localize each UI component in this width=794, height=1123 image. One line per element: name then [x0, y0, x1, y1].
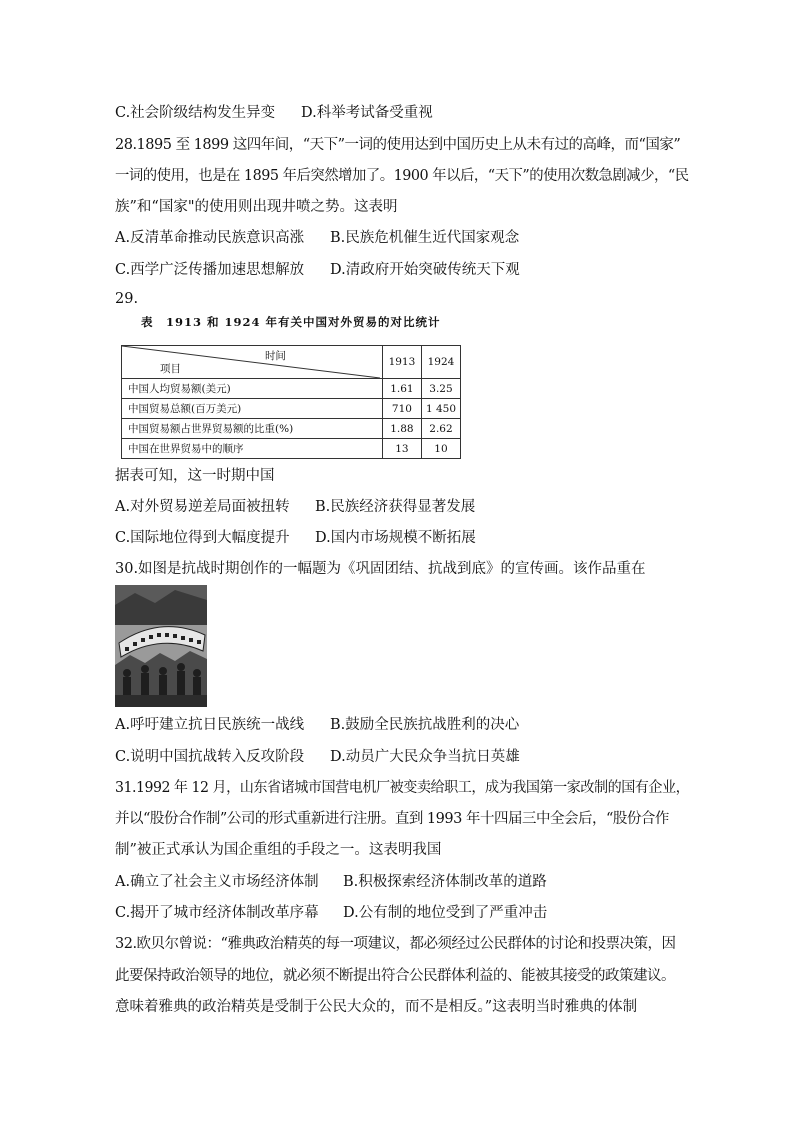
- cell-1913: 710: [382, 399, 421, 419]
- q27-option-c: C.社会阶级结构发生异变: [115, 105, 276, 121]
- q28-option-b: B.民族危机催生近代国家观念: [330, 230, 520, 246]
- table-row: [122, 439, 461, 459]
- q28-stem-line2: 一词的使用，也是在 1895 年后突然增加了。1900 年以后，“天下”的使用次数急剧减少，“民: [115, 168, 689, 184]
- q29-stem: 据表可知，这一时期中国: [115, 468, 275, 484]
- cell-1924: 3.25: [421, 379, 460, 399]
- q28-stem-line1: 28.1895 至 1899 这四年间，“天下”一词的使用达到中国历史上从未有过的高峰，而“国家”: [115, 137, 681, 153]
- q31-stem-line3: 制”被正式承认为国企重组的手段之一。这表明我国: [115, 842, 442, 858]
- propaganda-poster-image: [115, 585, 207, 707]
- cell-1924: 1 450: [421, 399, 460, 419]
- q28-stem-line3: 族”和“国家"的使用则出现井喷之势。这表明: [115, 199, 398, 215]
- q30-option-c: C.说明中国抗战转入反攻阶段: [115, 749, 305, 765]
- q31-option-d: D.公有制的地位受到了严重冲击: [343, 905, 548, 921]
- header-item: 项目: [160, 363, 181, 375]
- q32-stem-line2: 此要保持政治领导的地位，就必须不断提出符合公民群体利益的、能被其接受的政策建议。: [115, 968, 675, 984]
- q30-option-a: A.呼吁建立抗日民族统一战线: [115, 717, 305, 733]
- table-row: [122, 419, 461, 439]
- q30-option-b: B.鼓励全民族抗战胜利的决心: [330, 717, 520, 733]
- q28-option-c: C.西学广泛传播加速思想解放: [115, 262, 305, 278]
- cell-1924: 2.62: [421, 419, 460, 439]
- q31-stem-line1: 31.1992 年 12 月，山东省诸城市国营电机厂被变卖给职工，成为我国第一家改制的国有企业，: [115, 780, 690, 796]
- row-label: 中国人均贸易额(美元): [122, 379, 383, 399]
- cell-1913: 1.88: [382, 419, 421, 439]
- header-year-1913: 1913: [382, 346, 421, 379]
- q29-option-b: B.民族经济获得显著发展: [315, 499, 476, 515]
- row-label: 中国在世界贸易中的顺序: [122, 439, 383, 459]
- q31-option-b: B.积极探索经济体制改革的道路: [343, 874, 547, 890]
- table-row: [122, 379, 461, 399]
- q31-option-c: C.揭开了城市经济体制改革序幕: [115, 905, 319, 921]
- row-label: 中国贸易总额(百万美元): [122, 399, 383, 419]
- table-caption: 表 1913 和 1924 年有关中国对外贸易的对比统计: [141, 315, 441, 329]
- q31-option-a: A.确立了社会主义市场经济体制: [115, 874, 319, 890]
- q30-stem: 30.如图是抗战时期创作的一幅题为《巩固团结、抗战到底》的宣传画。该作品重在: [115, 561, 646, 577]
- q28-option-d: D.清政府开始突破传统天下观: [330, 262, 520, 278]
- q28-option-a: A.反清革命推动民族意识高涨: [115, 230, 305, 246]
- q29-option-d: D.国内市场规模不断拓展: [315, 530, 476, 546]
- table-header-row: [122, 346, 461, 379]
- cell-1924: 10: [421, 439, 460, 459]
- q32-stem-line1: 32.欧贝尔曾说：“雅典政治精英的每一项建议，都必须经过公民群体的讨论和投票决策，因: [115, 936, 676, 952]
- table-header-corner: [122, 346, 383, 379]
- trade-statistics-table: [121, 345, 461, 459]
- table-row: [122, 399, 461, 419]
- q29-number: 29.: [115, 291, 139, 307]
- q29-option-a: A.对外贸易逆差局面被扭转: [115, 499, 290, 515]
- cell-1913: 1.61: [382, 379, 421, 399]
- q32-stem-line3: 意味着雅典的政治精英是受制于公民大众的，而不是相反。”这表明当时雅典的体制: [115, 999, 638, 1015]
- q29-option-c: C.国际地位得到大幅度提升: [115, 530, 290, 546]
- cell-1913: 13: [382, 439, 421, 459]
- header-year-1924: 1924: [421, 346, 460, 379]
- q30-option-d: D.动员广大民众争当抗日英雄: [330, 749, 520, 765]
- q27-option-d: D.科举考试备受重视: [301, 105, 433, 121]
- header-time: 时间: [264, 350, 286, 362]
- q31-stem-line2: 并以“股份合作制”公司的形式重新进行注册。直到 1993 年十四届三中全会后，“股份合作: [115, 811, 669, 827]
- row-label: 中国贸易额占世界贸易额的比重(%): [122, 419, 383, 439]
